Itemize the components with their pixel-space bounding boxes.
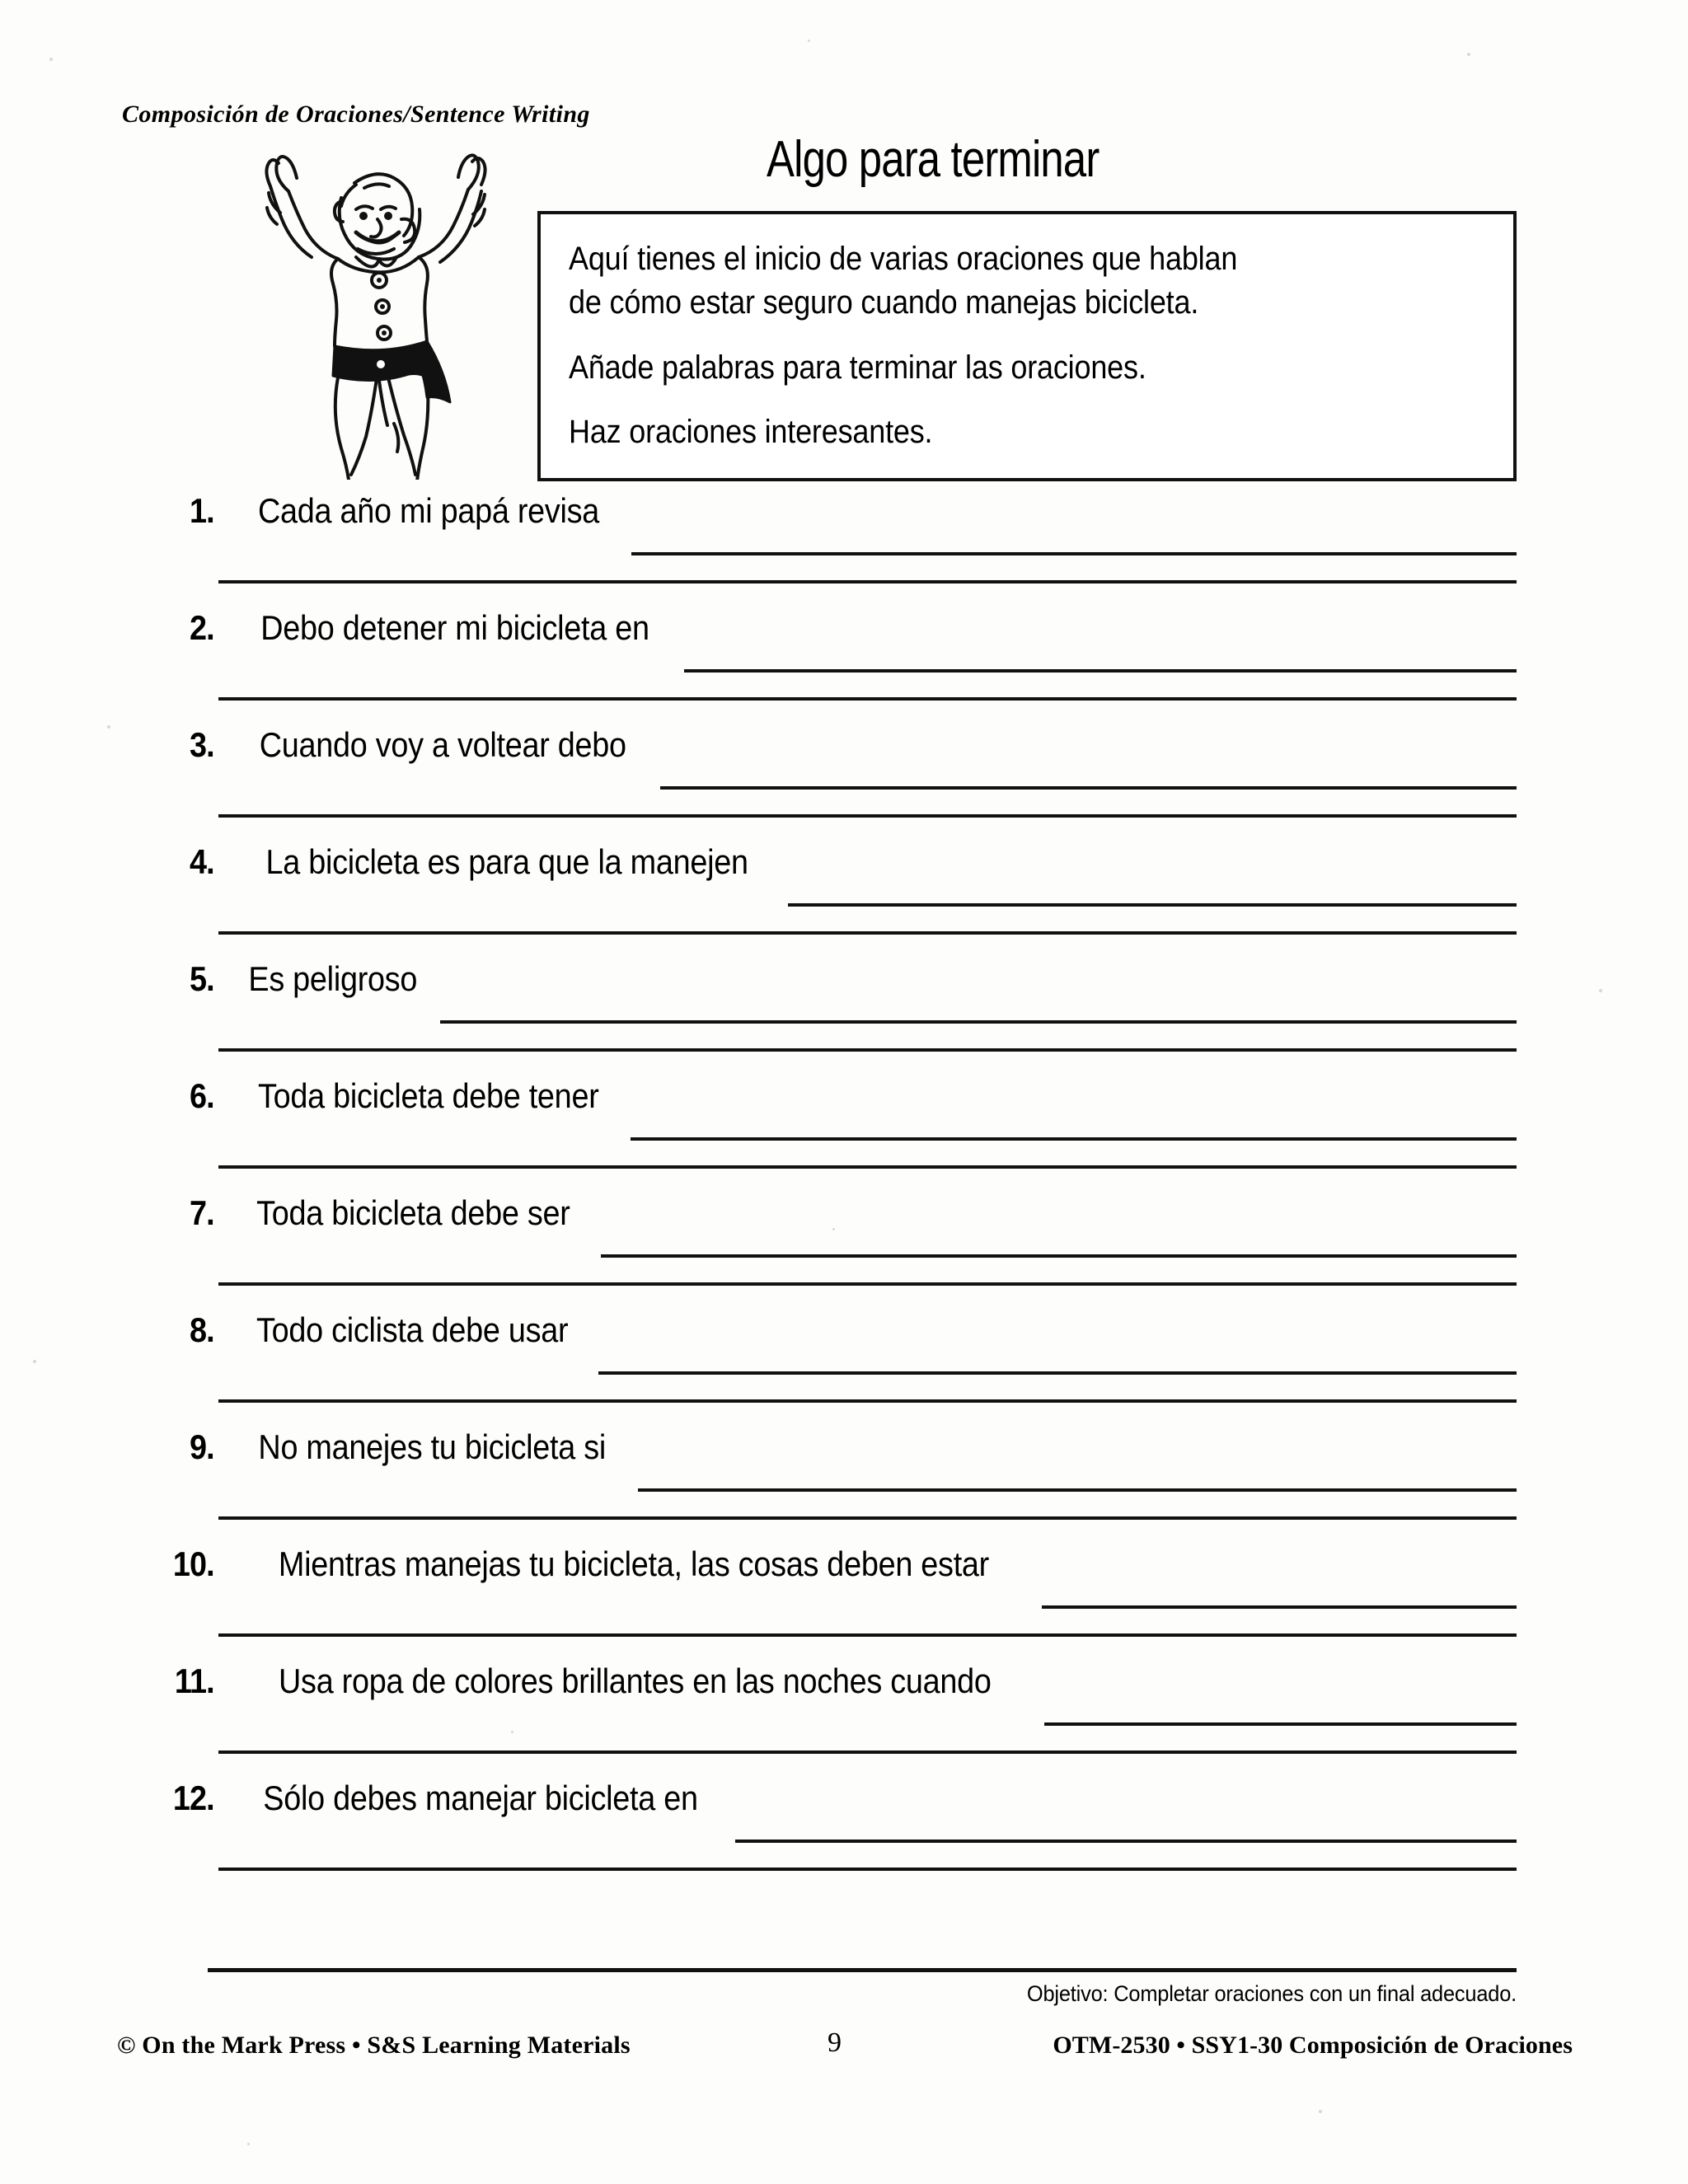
scan-speckle bbox=[808, 40, 810, 42]
item-prompt-text: Cada año mi papá revisa bbox=[258, 491, 600, 530]
instruction-line: de cómo estar seguro cuando manejas bicicleta. bbox=[569, 284, 1199, 321]
answer-write-line[interactable] bbox=[1042, 1605, 1517, 1609]
answer-write-line[interactable] bbox=[601, 1254, 1517, 1258]
answer-blank-wrapper[interactable] bbox=[1039, 1544, 1517, 1609]
scan-speckle bbox=[49, 58, 53, 61]
sentence-items-list bbox=[0, 491, 1688, 1896]
scan-speckle bbox=[247, 2143, 250, 2145]
item-number: 2. bbox=[189, 608, 214, 647]
sentence-item bbox=[0, 842, 1688, 959]
item-number: 12. bbox=[172, 1779, 214, 1817]
answer-blank-wrapper[interactable] bbox=[628, 491, 1517, 555]
scan-speckle bbox=[1467, 53, 1470, 56]
instruction-line: Haz oraciones interesantes. bbox=[569, 414, 933, 451]
item-prompt-text: Toda bicicleta debe tener bbox=[257, 1076, 599, 1115]
worksheet-category-heading: Composición de Oraciones/Sentence Writing bbox=[122, 101, 590, 128]
item-number: 3. bbox=[189, 725, 214, 764]
instruction-paragraph-1 bbox=[569, 237, 1492, 325]
answer-write-line[interactable] bbox=[631, 1137, 1517, 1141]
instruction-line: Añade palabras para terminar las oraciones. bbox=[569, 349, 1146, 386]
instruction-paragraph-3 bbox=[569, 410, 1492, 454]
answer-continuation-line[interactable] bbox=[218, 697, 1517, 701]
answer-continuation-line[interactable] bbox=[218, 814, 1517, 818]
instruction-box bbox=[537, 211, 1517, 481]
item-prompt-text: No manejes tu bicicleta si bbox=[258, 1427, 607, 1466]
item-number: 4. bbox=[189, 842, 214, 881]
instruction-line: Aquí tienes el inicio de varias oraciones que hablan bbox=[569, 241, 1238, 277]
answer-continuation-line[interactable] bbox=[218, 1165, 1517, 1169]
item-number: 11. bbox=[174, 1661, 214, 1700]
answer-blank-wrapper[interactable] bbox=[681, 608, 1517, 673]
sentence-item-row bbox=[147, 1076, 1688, 1141]
answer-continuation-line[interactable] bbox=[218, 931, 1517, 935]
sentence-item bbox=[0, 959, 1688, 1076]
answer-write-line[interactable] bbox=[638, 1488, 1517, 1492]
answer-write-line[interactable] bbox=[440, 1020, 1517, 1024]
answer-blank-wrapper[interactable] bbox=[635, 1427, 1517, 1492]
item-number: 5. bbox=[189, 959, 214, 998]
answer-continuation-line[interactable] bbox=[218, 1048, 1517, 1052]
answer-write-line[interactable] bbox=[631, 552, 1517, 555]
answer-write-line[interactable] bbox=[788, 903, 1517, 907]
answer-continuation-line[interactable] bbox=[218, 1516, 1517, 1520]
sentence-item-row bbox=[147, 1661, 1688, 1726]
sentence-item bbox=[0, 1310, 1688, 1427]
item-prompt-text: Es peligroso bbox=[248, 959, 418, 998]
answer-continuation-line[interactable] bbox=[218, 1282, 1517, 1286]
sentence-item bbox=[0, 725, 1688, 842]
sentence-item-row bbox=[147, 1427, 1688, 1492]
item-prompt-text: Mientras manejas tu bicicleta, las cosas deben estar bbox=[278, 1544, 989, 1583]
item-prompt-text: Todo ciclista debe usar bbox=[256, 1310, 569, 1349]
answer-blank-wrapper[interactable] bbox=[598, 1193, 1517, 1258]
sentence-item-row bbox=[147, 725, 1688, 790]
answer-continuation-line[interactable] bbox=[218, 1750, 1517, 1754]
sentence-item bbox=[0, 1076, 1688, 1193]
answer-write-line[interactable] bbox=[684, 669, 1517, 673]
copyright-text: © On the Mark Press • S&S Learning Materials bbox=[117, 2032, 631, 2059]
sentence-item-row bbox=[147, 1544, 1688, 1609]
scan-speckle bbox=[1319, 2110, 1322, 2113]
objective-text: Objetivo: Completar oraciones con un final adecuado. bbox=[1026, 1981, 1517, 2006]
item-number: 6. bbox=[189, 1076, 214, 1115]
answer-blank-wrapper[interactable] bbox=[437, 959, 1517, 1024]
footer-divider bbox=[208, 1968, 1517, 1972]
sentence-item-row bbox=[147, 608, 1688, 673]
item-prompt-text: Toda bicicleta debe ser bbox=[256, 1193, 570, 1232]
sentence-item bbox=[0, 1779, 1688, 1896]
sentence-item bbox=[0, 1544, 1688, 1661]
sentence-item-row bbox=[147, 842, 1688, 907]
product-code-text: OTM-2530 • SSY1-30 Composición de Oraciones bbox=[1053, 2032, 1573, 2059]
sentence-item-row bbox=[147, 1310, 1688, 1375]
item-number: 7. bbox=[189, 1193, 214, 1232]
item-prompt-text: Sólo debes manejar bicicleta en bbox=[263, 1779, 698, 1817]
page-title: Algo para terminar bbox=[767, 131, 1100, 188]
answer-blank-wrapper[interactable] bbox=[595, 1310, 1517, 1375]
sentence-item-row bbox=[147, 1779, 1688, 1843]
answer-blank-wrapper[interactable] bbox=[627, 1076, 1517, 1141]
answer-write-line[interactable] bbox=[660, 786, 1517, 790]
item-prompt-text: Debo detener mi bicicleta en bbox=[260, 608, 649, 647]
answer-write-line[interactable] bbox=[1044, 1722, 1517, 1726]
answer-blank-wrapper[interactable] bbox=[1041, 1661, 1517, 1726]
answer-blank-wrapper[interactable] bbox=[657, 725, 1517, 790]
sentence-item-row bbox=[147, 1193, 1688, 1258]
sentence-item bbox=[0, 1427, 1688, 1544]
answer-blank-wrapper[interactable] bbox=[732, 1779, 1517, 1843]
sentence-item bbox=[0, 491, 1688, 608]
answer-continuation-line[interactable] bbox=[218, 1399, 1517, 1403]
item-number: 1. bbox=[189, 491, 214, 530]
sentence-item-row bbox=[147, 491, 1688, 555]
answer-continuation-line[interactable] bbox=[218, 580, 1517, 583]
sentence-item bbox=[0, 1193, 1688, 1310]
answer-write-line[interactable] bbox=[735, 1840, 1517, 1843]
instruction-paragraph-2 bbox=[569, 346, 1492, 390]
page-number: 9 bbox=[828, 2027, 842, 2058]
sentence-item-row bbox=[147, 959, 1688, 1024]
answer-blank-wrapper[interactable] bbox=[785, 842, 1517, 907]
cartoon-boy-illustration bbox=[232, 134, 504, 480]
sentence-item bbox=[0, 1661, 1688, 1779]
answer-continuation-line[interactable] bbox=[218, 1868, 1517, 1871]
item-number: 9. bbox=[189, 1427, 214, 1466]
answer-continuation-line[interactable] bbox=[218, 1633, 1517, 1637]
item-prompt-text: Cuando voy a voltear debo bbox=[259, 725, 626, 764]
item-number: 10. bbox=[172, 1544, 214, 1583]
item-prompt-text: La bicicleta es para que la manejen bbox=[265, 842, 748, 881]
sentence-item bbox=[0, 608, 1688, 725]
answer-write-line[interactable] bbox=[598, 1371, 1517, 1375]
item-number: 8. bbox=[189, 1310, 214, 1349]
item-prompt-text: Usa ropa de colores brillantes en las noches cuando bbox=[279, 1661, 992, 1700]
cartoon-boy-icon bbox=[232, 134, 504, 480]
